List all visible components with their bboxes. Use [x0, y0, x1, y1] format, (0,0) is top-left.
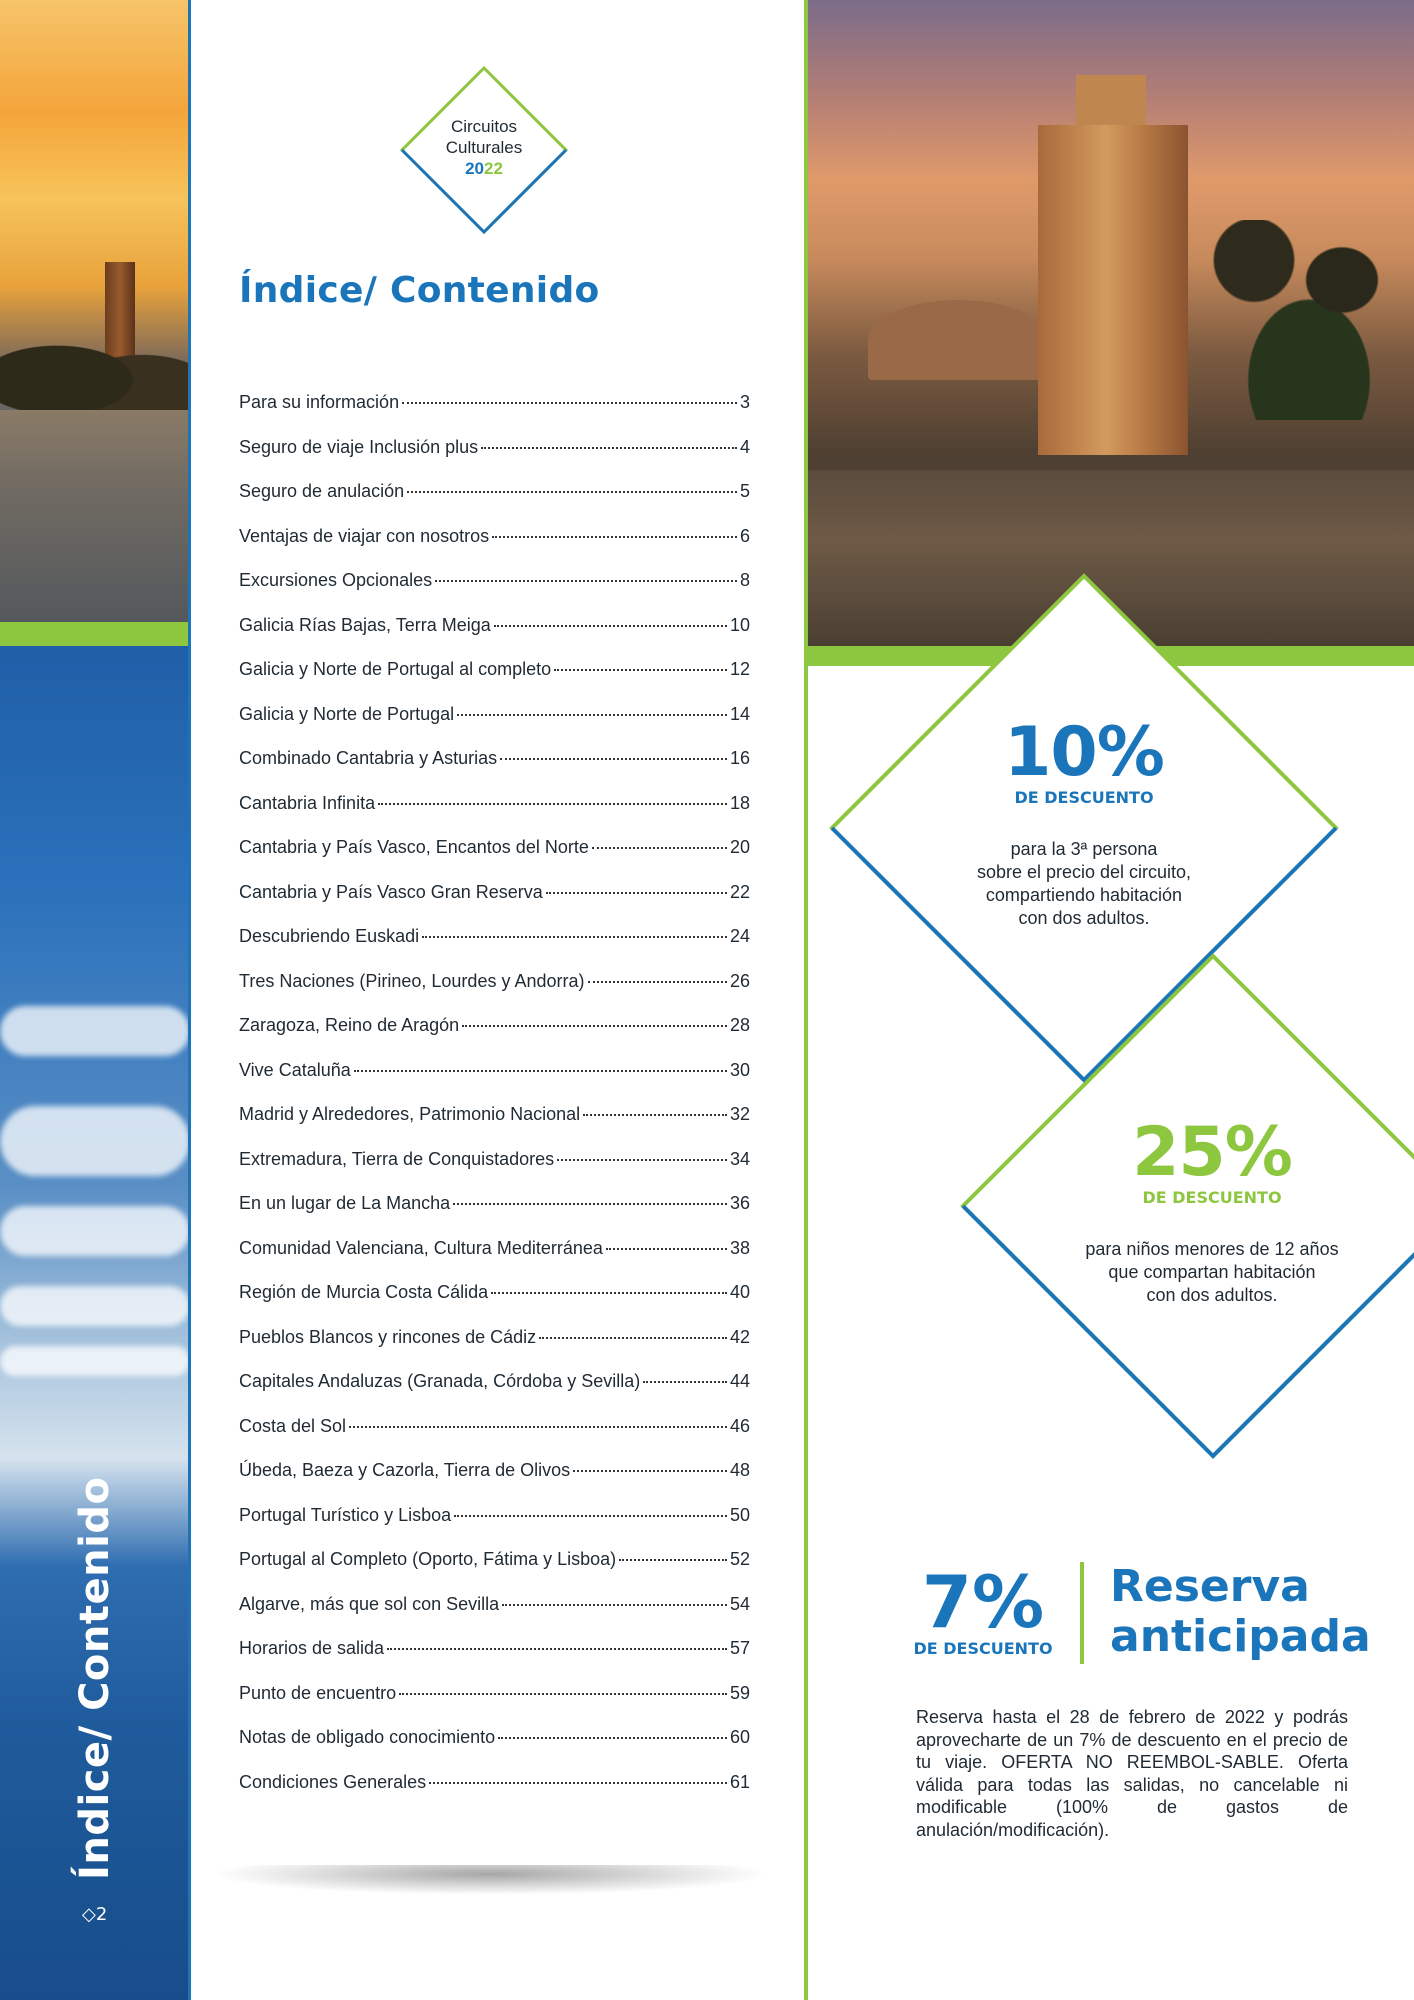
- toc-entry-title: Galicia y Norte de Portugal al completo: [239, 659, 552, 679]
- toc-entry-page: 44: [729, 1371, 750, 1391]
- toc-entry-title: Horarios de salida: [239, 1638, 385, 1658]
- toc-dot-leader: [494, 625, 727, 627]
- toc-entry-page: 28: [729, 1015, 750, 1035]
- toc-entry-page: 16: [729, 748, 750, 768]
- toc-dot-leader: [402, 402, 737, 404]
- circuitos-culturales-logo: [398, 64, 570, 236]
- toc-entry: [239, 1193, 750, 1238]
- toc-entry: [239, 926, 750, 971]
- toc-entry-title: Punto de encuentro: [239, 1682, 397, 1703]
- toc-entry-page: 8: [739, 570, 750, 590]
- toc-entry: [239, 570, 750, 615]
- toc-entry: [239, 1282, 750, 1327]
- toc-entry: [239, 1638, 750, 1683]
- toc-entry-page: 57: [729, 1638, 750, 1658]
- toc-dot-leader: [407, 491, 737, 493]
- discount-10-label: DE DESCUENTO: [1014, 788, 1154, 807]
- toc-shadow: [210, 1865, 770, 1895]
- toc-entry-page: 50: [729, 1504, 750, 1525]
- toc-dot-leader: [546, 892, 727, 894]
- toc-entry-page: 60: [729, 1727, 750, 1747]
- toc-entry-title: Tres Naciones (Pirineo, Lourdes y Andorra): [239, 970, 585, 991]
- toc-entry-title: Costa del Sol: [239, 1415, 347, 1436]
- toc-dot-leader: [588, 981, 727, 983]
- toc-dot-leader: [457, 714, 727, 716]
- toc-entry-page: 46: [729, 1415, 750, 1436]
- toc-entry-title: Descubriendo Euskadi: [239, 926, 420, 946]
- toc-dot-leader: [554, 669, 727, 671]
- toc-entry: [239, 1683, 750, 1728]
- toc-entry-title: Ventajas de viajar con nosotros: [239, 525, 490, 546]
- toc-dot-leader: [491, 1292, 727, 1294]
- toc-entry: [239, 526, 750, 571]
- toc-dot-leader: [539, 1337, 727, 1339]
- toc-dot-leader: [481, 447, 737, 449]
- toc-entry-title: Galicia Rías Bajas, Terra Meiga: [239, 614, 491, 635]
- toc-entry: [239, 1460, 750, 1505]
- toc-entry-title: Portugal al Completo (Oporto, Fátima y Lisboa): [239, 1549, 617, 1569]
- logo-year: 2022: [465, 159, 503, 178]
- reserva-percent: 7%: [921, 1560, 1045, 1644]
- toc-entry-page: 18: [729, 792, 750, 813]
- toc-entry-page: 20: [729, 837, 750, 857]
- discount-25-block: [1012, 1113, 1412, 1307]
- toc-dot-leader: [583, 1114, 727, 1116]
- toc-entry: [239, 437, 750, 482]
- toc-entry-title: Condiciones Generales: [239, 1771, 427, 1792]
- toc-entry-page: 42: [729, 1326, 750, 1347]
- toc-entry-page: 36: [729, 1193, 750, 1213]
- discount-diamonds: [808, 560, 1414, 1460]
- toc-entry-page: 30: [729, 1059, 750, 1080]
- toc-entry-page: 6: [739, 525, 750, 546]
- toc-entry-title: Galicia y Norte de Portugal: [239, 703, 455, 724]
- green-band: [0, 622, 190, 646]
- toc-dot-leader: [592, 847, 727, 849]
- toc-entry-title: Excursiones Opcionales: [239, 570, 433, 590]
- toc-entry-page: 5: [739, 481, 750, 501]
- toc-entry-page: 59: [729, 1682, 750, 1703]
- toc-entry-title: Notas de obligado conocimiento: [239, 1727, 496, 1747]
- logo-line2: Culturales: [445, 138, 523, 157]
- toc-entry: [239, 837, 750, 882]
- toc-dot-leader: [502, 1604, 727, 1606]
- toc-entry: [239, 1371, 750, 1416]
- toc-entry-title: Seguro de anulación: [239, 481, 405, 501]
- toc-entry-title: Cantabria y País Vasco Gran Reserva: [239, 881, 543, 902]
- toc-entry-title: Úbeda, Baeza y Cazorla, Tierra de Olivos: [239, 1460, 571, 1480]
- toc-entry: [239, 659, 750, 704]
- toc-entry-page: 48: [729, 1460, 750, 1480]
- toc-entry: [239, 1060, 750, 1105]
- toc-entry: [239, 1505, 750, 1550]
- toc-entry-title: Cantabria y País Vasco, Encantos del Norte: [239, 837, 589, 857]
- reserva-conditions-text: Reserva hasta el 28 de febrero de 2022 y podrás aprovecharte de un 7% de descuento en el precio de tu viaje. OFERTA NO REEMBOL-SABLE. Oferta válida para todas las salidas, no cancelable ni modificable (100% de gastos de anulación/modificación).: [916, 1707, 1348, 1840]
- toc-entry-page: 3: [739, 392, 750, 412]
- toc-entry-title: Para su información: [239, 392, 400, 412]
- toc-entry-page: 40: [729, 1282, 750, 1302]
- toc-dot-leader: [500, 758, 727, 760]
- table-of-contents: [239, 392, 750, 1816]
- toc-entry: [239, 748, 750, 793]
- toc-dot-leader: [557, 1159, 727, 1161]
- toc-dot-leader: [349, 1426, 727, 1428]
- toc-entry-title: Algarve, más que sol con Sevilla: [239, 1593, 500, 1614]
- toc-dot-leader: [492, 536, 737, 538]
- blue-divider-line: [188, 0, 191, 2000]
- toc-dot-leader: [498, 1737, 727, 1739]
- toc-entry-title: Combinado Cantabria y Asturias: [239, 748, 498, 768]
- reserva-discount: [908, 1560, 1058, 1658]
- toc-dot-leader: [454, 1515, 727, 1517]
- toc-dot-leader: [643, 1381, 727, 1383]
- toc-entry: [239, 1015, 750, 1060]
- toc-dot-leader: [435, 580, 737, 582]
- toc-dot-leader: [387, 1648, 727, 1650]
- reserva-label: DE DESCUENTO: [913, 1639, 1053, 1658]
- toc-entry-page: 22: [729, 881, 750, 902]
- discount-25-description: para niños menores de 12 años que compartan habitación con dos adultos.: [1085, 1239, 1339, 1305]
- toc-dot-leader: [619, 1559, 727, 1561]
- toc-entry-page: 4: [739, 436, 750, 457]
- toc-entry-page: 61: [729, 1771, 750, 1792]
- toc-entry-page: 10: [729, 614, 750, 635]
- toc-dot-leader: [573, 1470, 727, 1472]
- discount-10-percent: 10%: [1004, 713, 1164, 792]
- toc-entry-page: 12: [729, 659, 750, 679]
- toc-entry-page: 52: [729, 1549, 750, 1569]
- reserva-divider: [1080, 1562, 1084, 1664]
- toc-entry-page: 14: [729, 703, 750, 724]
- toc-entry-title: En un lugar de La Mancha: [239, 1193, 451, 1213]
- toc-entry-page: 38: [729, 1237, 750, 1258]
- toc-dot-leader: [462, 1025, 727, 1027]
- discount-10-description: para la 3ª persona sobre el precio del circuito, compartiendo habitación con dos adultos.: [976, 839, 1192, 928]
- toc-entry: [239, 1772, 750, 1817]
- toc-entry: [239, 971, 750, 1016]
- toc-entry-title: Pueblos Blancos y rincones de Cádiz: [239, 1326, 537, 1347]
- toc-entry: [239, 793, 750, 838]
- toc-entry-title: Portugal Turístico y Lisboa: [239, 1504, 452, 1525]
- toc-dot-leader: [606, 1248, 727, 1250]
- toc-entry-page: 54: [729, 1593, 750, 1614]
- toc-entry-title: Extremadura, Tierra de Conquistadores: [239, 1148, 555, 1169]
- toc-entry-title: Vive Cataluña: [239, 1059, 351, 1080]
- toc-entry-title: Zaragoza, Reino de Aragón: [239, 1015, 460, 1035]
- toc-entry-page: 26: [729, 970, 750, 991]
- toc-entry: [239, 1416, 750, 1461]
- toc-entry-title: Región de Murcia Costa Cálida: [239, 1282, 489, 1302]
- toc-entry: [239, 1727, 750, 1772]
- logo-line1: Circuitos: [450, 117, 518, 136]
- toc-entry-title: Madrid y Alrededores, Patrimonio Nacional: [239, 1104, 581, 1124]
- left-photo-strip: [0, 0, 190, 2000]
- toc-entry-title: Capitales Andaluzas (Granada, Córdoba y Sevilla): [239, 1371, 641, 1391]
- toc-entry-page: 32: [729, 1104, 750, 1124]
- reserva-title: Reserva anticipada: [1110, 1561, 1371, 1662]
- torre-del-oro-photo: [808, 0, 1414, 646]
- toc-entry-page: 34: [729, 1148, 750, 1169]
- side-vertical-title: Índice/ Contenido: [72, 1476, 118, 1880]
- toc-entry: [239, 1594, 750, 1639]
- toc-dot-leader: [378, 803, 727, 805]
- toc-entry: [239, 1327, 750, 1372]
- toc-entry: [239, 1238, 750, 1283]
- toc-entry-page: 24: [729, 926, 750, 946]
- discount-10-block: [880, 713, 1288, 930]
- discount-25-percent: 25%: [1132, 1113, 1292, 1192]
- toc-dot-leader: [354, 1070, 727, 1072]
- sevilla-sunset-photo: [0, 0, 190, 622]
- toc-entry: [239, 1149, 750, 1194]
- toc-entry-title: Seguro de viaje Inclusión plus: [239, 436, 479, 457]
- discount-25-label: DE DESCUENTO: [1142, 1188, 1282, 1207]
- toc-dot-leader: [429, 1782, 727, 1784]
- page-title: Índice/ Contenido: [239, 270, 600, 311]
- toc-entry: [239, 1549, 750, 1594]
- toc-entry: [239, 481, 750, 526]
- toc-dot-leader: [422, 936, 727, 938]
- toc-dot-leader: [453, 1203, 727, 1205]
- toc-entry: [239, 704, 750, 749]
- toc-entry-title: Comunidad Valenciana, Cultura Mediterránea: [239, 1237, 603, 1258]
- toc-entry-title: Cantabria Infinita: [239, 792, 376, 813]
- toc-entry: [239, 392, 750, 437]
- toc-entry: [239, 882, 750, 927]
- toc-dot-leader: [399, 1693, 727, 1695]
- toc-entry: [239, 615, 750, 660]
- toc-entry: [239, 1104, 750, 1149]
- page-number: ◇2: [82, 1904, 108, 1925]
